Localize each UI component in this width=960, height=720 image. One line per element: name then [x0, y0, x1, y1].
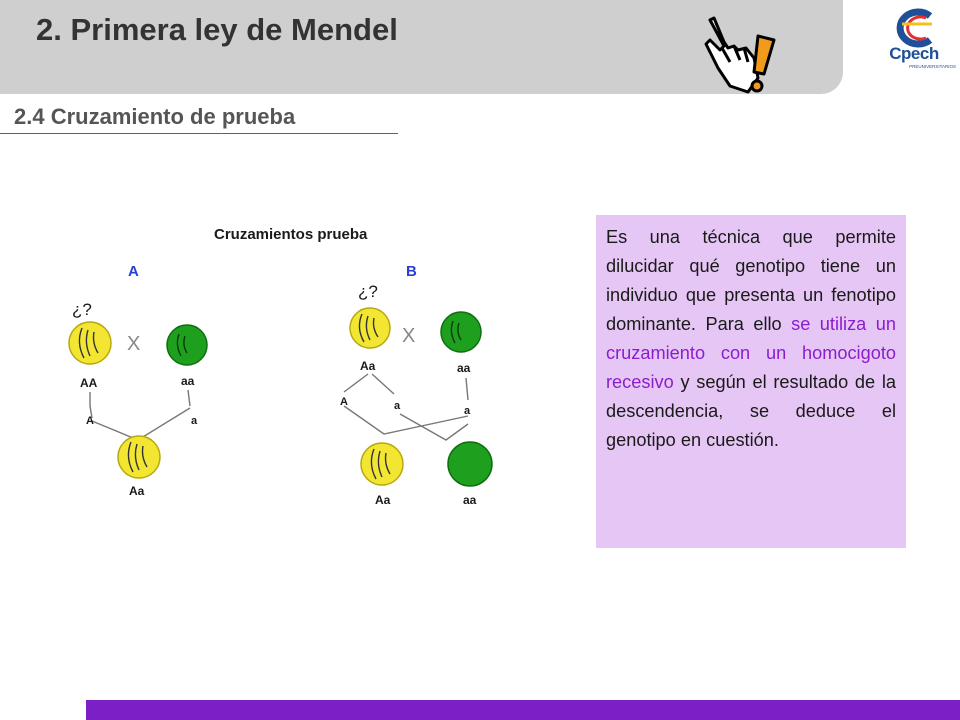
pointing-hand-warning-icon: [700, 14, 780, 100]
panel-a-parent1: AA: [80, 376, 98, 390]
green-pea-icon: [167, 325, 207, 365]
panel-b-offspring1: Aa: [375, 493, 391, 507]
panel-a-parent2: aa: [181, 374, 195, 388]
panel-b-label: B: [406, 263, 417, 280]
description-box: [596, 215, 906, 548]
yellow-pea-icon: [118, 436, 160, 478]
panel-a-cross: X: [127, 333, 141, 355]
yellow-pea-icon: [350, 308, 390, 348]
footer-bar: [86, 700, 960, 720]
panel-a-offspring: Aa: [129, 484, 145, 498]
panel-a-gamete2: a: [191, 415, 198, 427]
cpech-logo: [872, 4, 956, 74]
yellow-pea-icon: [69, 322, 111, 364]
panel-b-question: ¿?: [358, 282, 378, 301]
logo-subtext: PREUNIVERSITARIOS: [909, 64, 956, 69]
panel-b-cross: X: [402, 325, 416, 347]
panel-b-gamete1: A: [340, 396, 348, 408]
yellow-pea-icon: [361, 443, 403, 485]
panel-a-label: A: [128, 263, 139, 280]
slide-title: 2. Primera ley de Mendel: [36, 12, 398, 47]
logo-text: Cpech: [889, 44, 939, 63]
panel-a-question: ¿?: [72, 300, 92, 319]
subtitle-underline: [0, 133, 398, 134]
description-text-1: Es una técnica que permite dilucidar qué genotipo tiene un individuo que presenta un fenotipo dominante. Para ello: [606, 227, 896, 334]
section-subtitle: 2.4 Cruzamiento de prueba: [14, 104, 296, 129]
panel-a-gamete1: A: [86, 415, 94, 427]
green-pea-icon: [448, 442, 492, 486]
panel-b-gamete3: a: [464, 405, 471, 417]
panel-b-gamete2: a: [394, 400, 401, 412]
panel-b-parent1: Aa: [360, 359, 376, 373]
description-highlight: se utiliza un cruzamiento con un homocigoto recesivo: [606, 314, 896, 392]
green-pea-icon: [441, 312, 481, 352]
panel-b-offspring2: aa: [463, 493, 477, 507]
description-text-2: y según el resultado de la descendencia, se deduce el genotipo en cuestión.: [606, 372, 896, 450]
panel-b-parent2: aa: [457, 361, 471, 375]
diagram-title: Cruzamientos prueba: [214, 226, 368, 243]
cpech-logo-mark-icon: [872, 4, 956, 48]
test-cross-diagram: [48, 210, 558, 520]
